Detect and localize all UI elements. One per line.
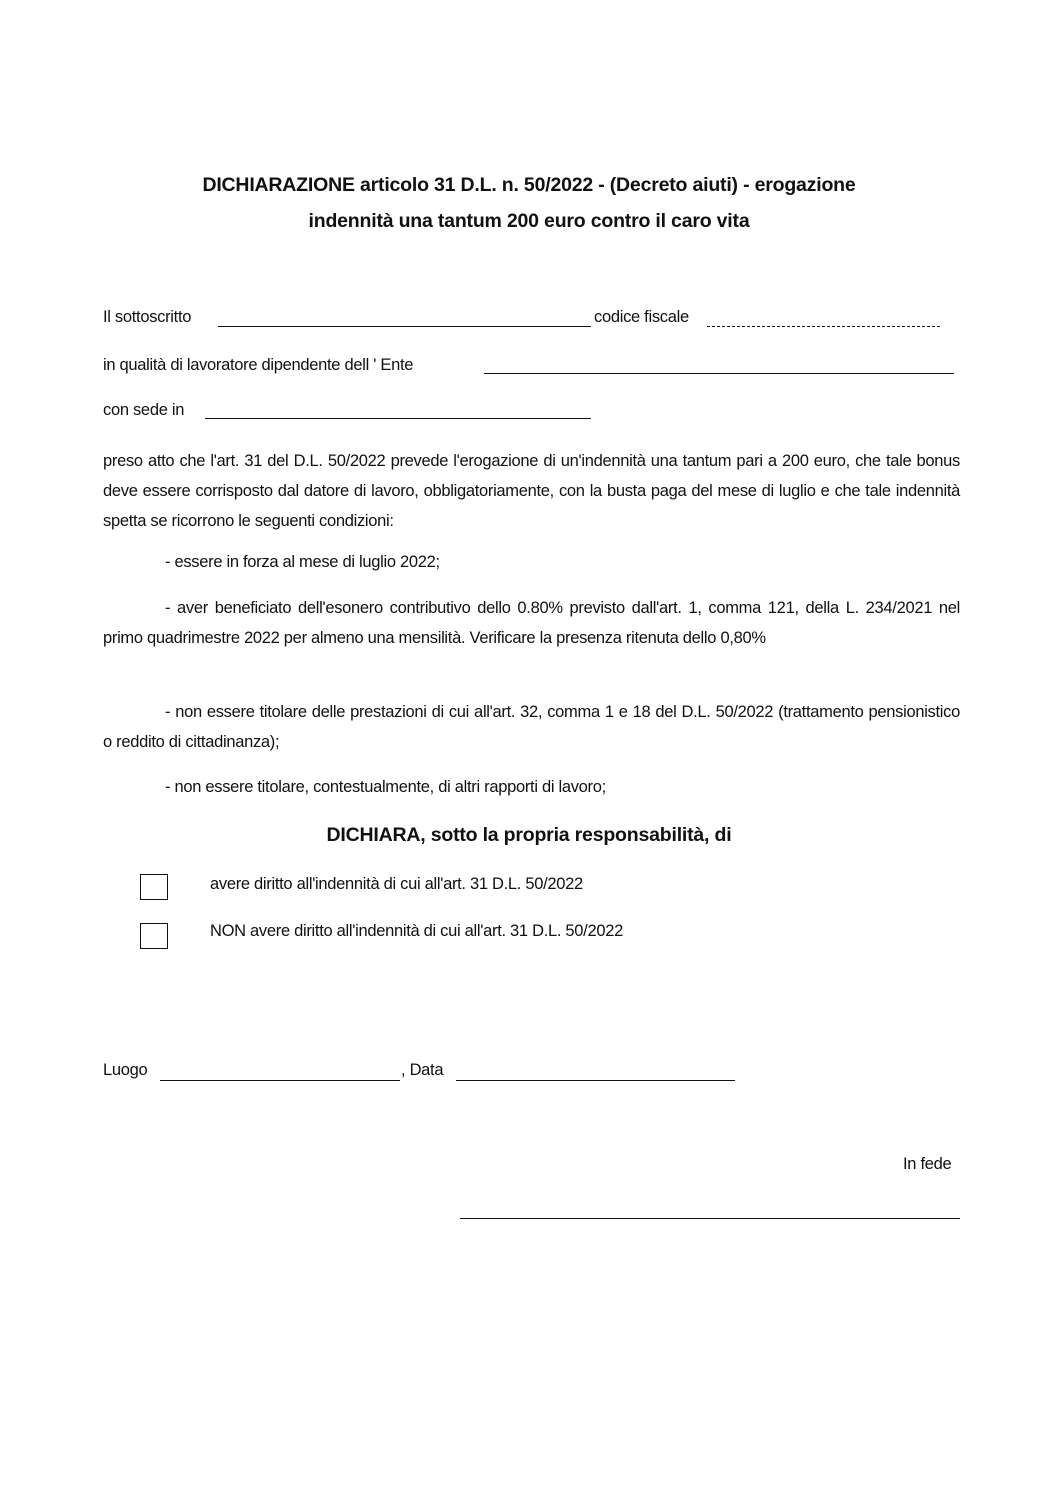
place-label: Luogo (103, 1061, 148, 1079)
tax-code-field[interactable] (707, 326, 940, 327)
signature-field[interactable] (460, 1218, 960, 1219)
option-not-entitled-checkbox[interactable] (140, 923, 168, 949)
closing-text: In fede (903, 1155, 952, 1173)
option-entitled-label: avere diritto all'indennità di cui all'art. 31 D.L. 50/2022 (210, 875, 583, 893)
declaration-heading: DICHIARA, sotto la propria responsabilità, di (326, 824, 732, 846)
condition-item: - essere in forza al mese di luglio 2022; (165, 553, 440, 571)
employer-label: in qualità di lavoratore dipendente dell ' Ente (103, 356, 414, 374)
date-label: , Data (401, 1061, 444, 1079)
condition-item: - non essere titolare delle prestazioni di cui all'art. 32, comma 1 e 18 del D.L. 50/2022 (trattamento pensionistico o reddito di cittadinanza); (103, 703, 960, 751)
tax-code-label: codice fiscale (594, 308, 689, 326)
undersigned-name-field[interactable] (218, 326, 591, 327)
employer-field[interactable] (484, 373, 954, 374)
undersigned-label: Il sottoscritto (103, 308, 192, 326)
intro-paragraph: preso atto che l'art. 31 del D.L. 50/2022 prevede l'erogazione di un'indennità una tantum pari a 200 euro, che tale bonus deve essere corrisposto dal datore di lavoro, obbligatoriamente, con la busta paga del mese di luglio e che tale indennità spetta se ricorrono le seguenti condizioni: (103, 452, 960, 530)
document-title-line-2: indennità una tantum 200 euro contro il caro vita (308, 210, 750, 232)
option-not-entitled-label: NON avere diritto all'indennità di cui all'art. 31 D.L. 50/2022 (210, 922, 623, 940)
date-field[interactable] (456, 1080, 735, 1081)
condition-item: - aver beneficiato dell'esonero contributivo dello 0.80% previsto dall'art. 1, comma 121, della L. 234/2021 nel primo quadrimestre 2022 per almeno una mensilità. Verificare la presenza ritenuta dello 0,80% (103, 599, 960, 647)
document-title-line-1: DICHIARAZIONE articolo 31 D.L. n. 50/2022 - (Decreto aiuti) - erogazione (202, 174, 856, 196)
seat-label: con sede in (103, 401, 185, 419)
condition-item: - non essere titolare, contestualmente, di altri rapporti di lavoro; (165, 778, 606, 796)
seat-field[interactable] (205, 418, 591, 419)
place-field[interactable] (160, 1080, 400, 1081)
option-entitled-checkbox[interactable] (140, 874, 168, 900)
